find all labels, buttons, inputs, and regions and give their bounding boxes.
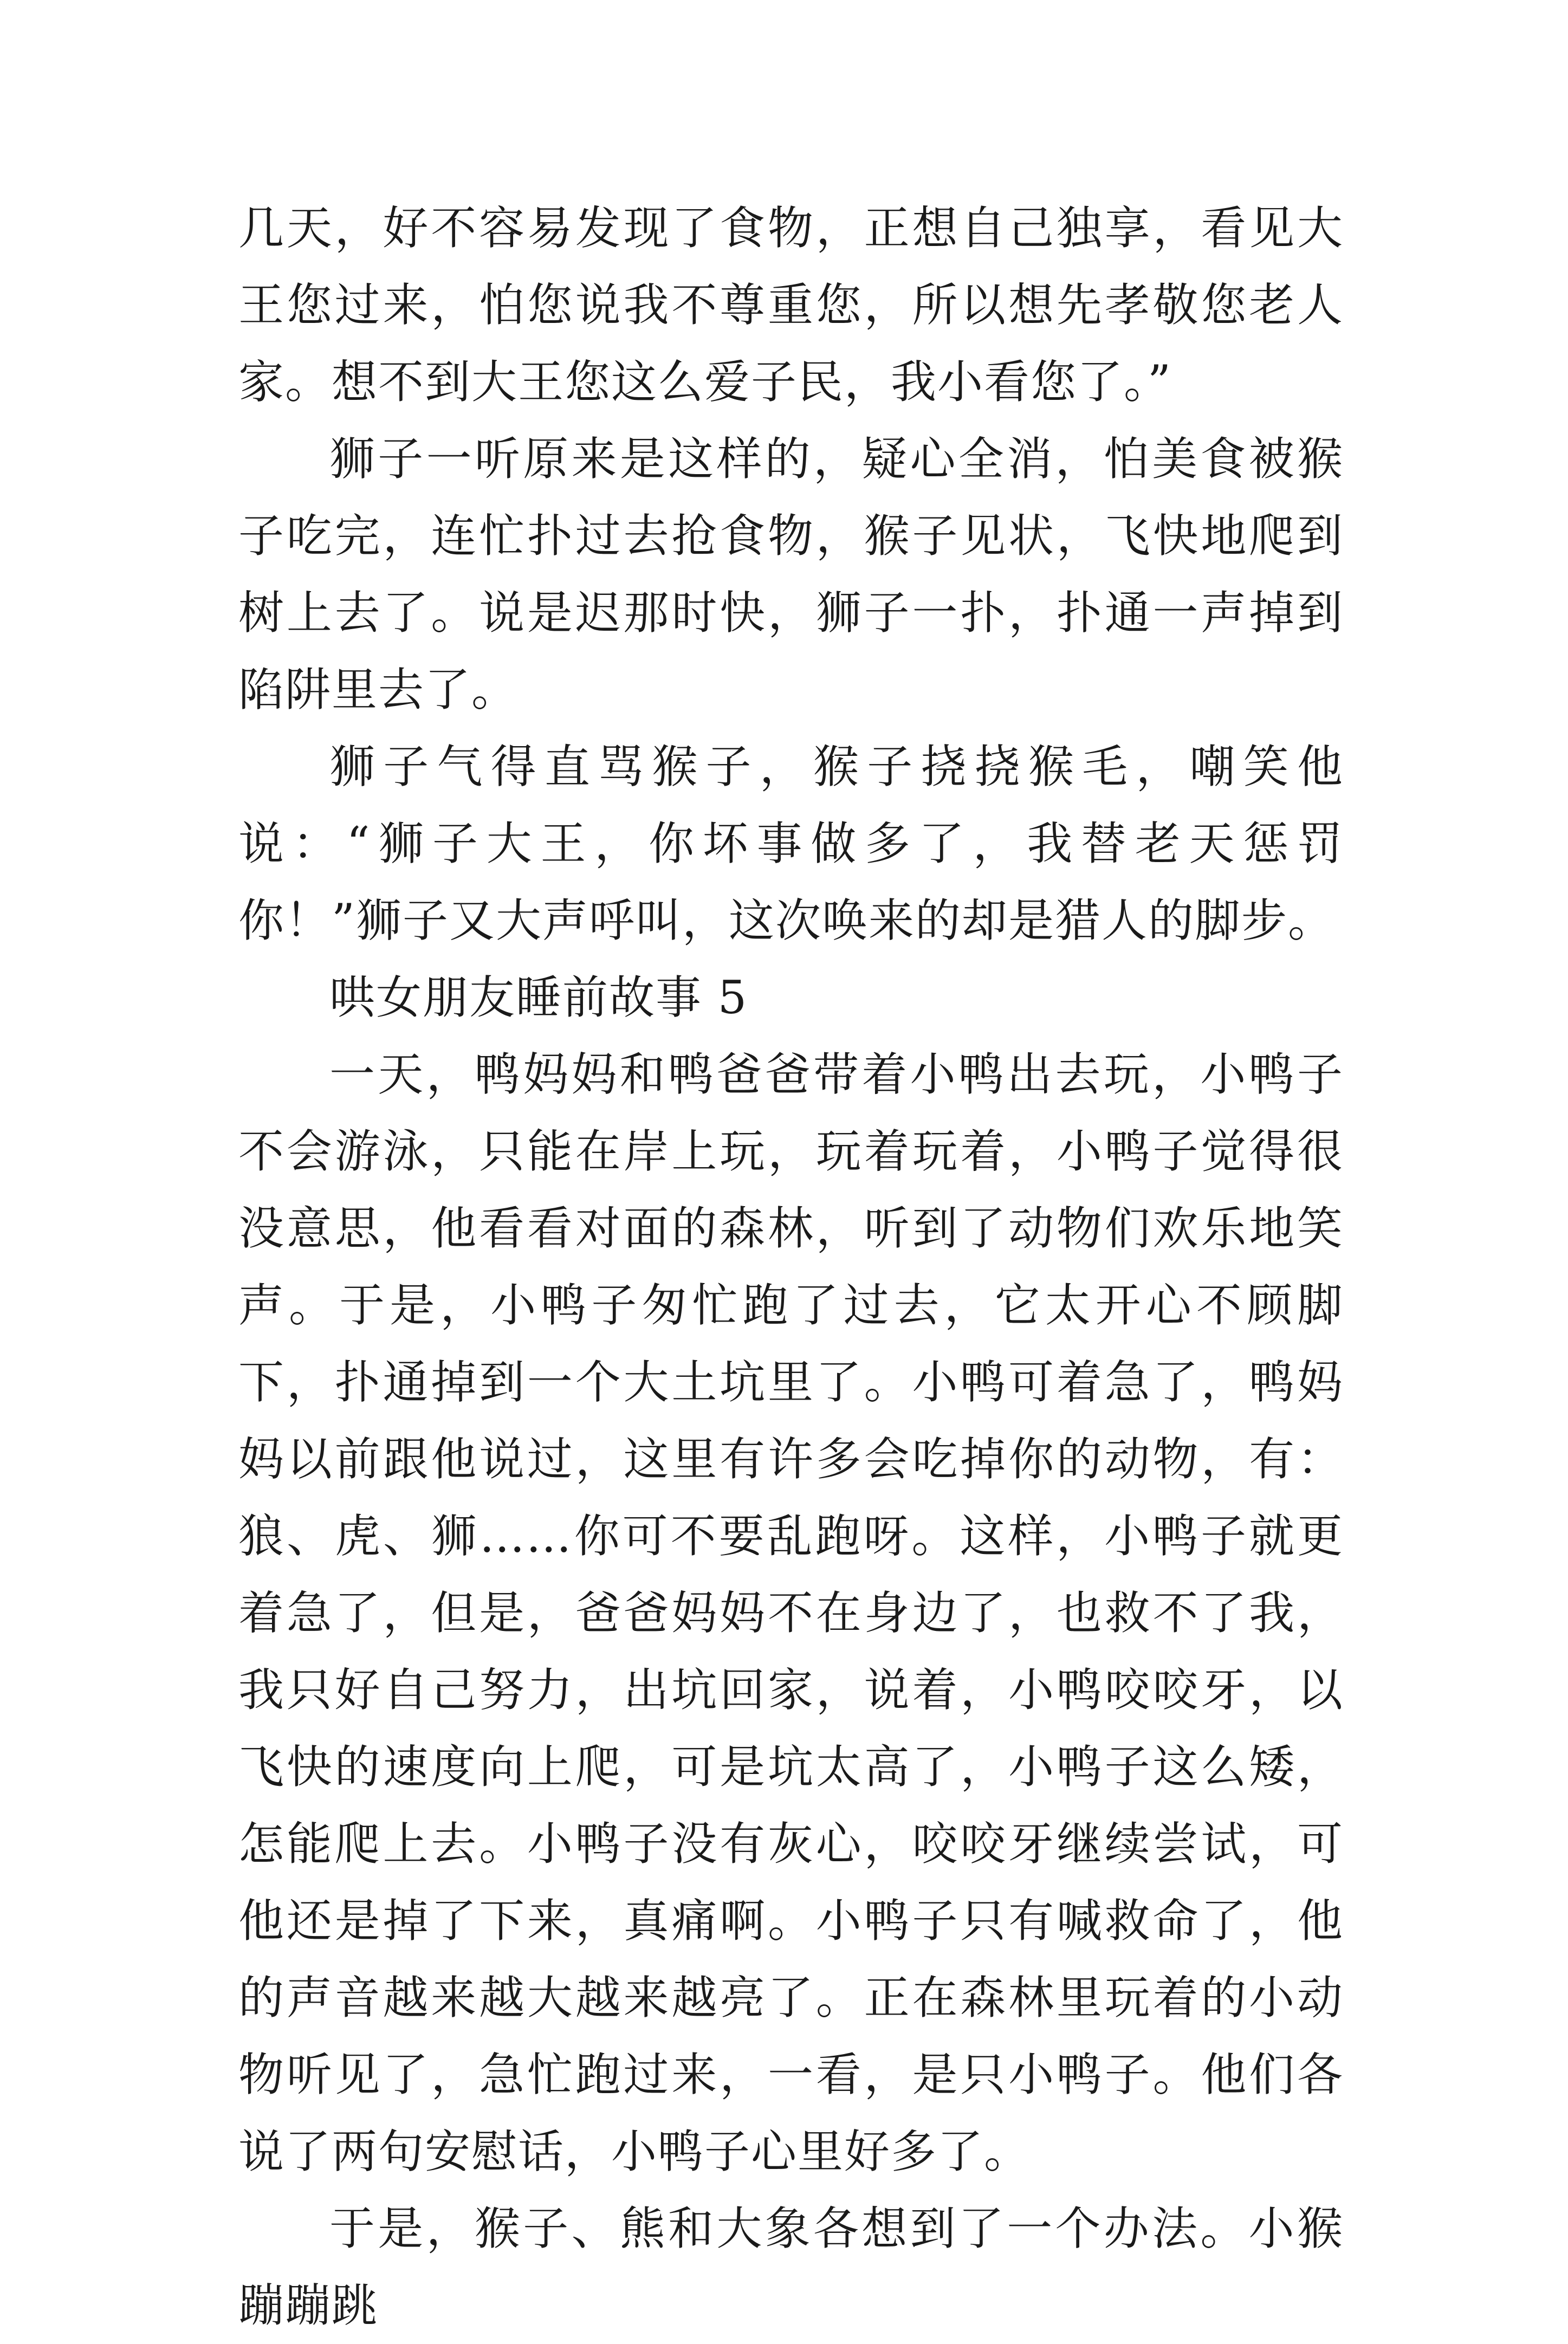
paragraph-2: 狮子一听原来是这样的，疑心全消，怕美食被猴子吃完，连忙扑过去抢食物，猴子见状，飞快地爬到树上去了。说是迟那时快，狮子一扑，扑通一声掉到陷阱里去了。 <box>238 432 1344 716</box>
paragraph-1: 几天，好不容易发现了食物，正想自己独享，看见大王您过来，怕您说我不尊重您，所以想先孝敬您老人家。想不到大王您这么爱子民，我小看您了。” <box>238 202 1344 409</box>
paragraph-3: 狮子气得直骂猴子，猴子挠挠猴毛，嘲笑他说：“狮子大王，你坏事做多了，我替老天惩罚你！”狮子又大声呼叫，这次唤来的却是猎人的脚步。 <box>238 740 1344 947</box>
document-body <box>238 190 1344 2344</box>
section-heading: 哄女朋友睡前故事 5 <box>329 971 748 1024</box>
paragraph-4: 一天，鸭妈妈和鸭爸爸带着小鸭出去玩，小鸭子不会游泳，只能在岸上玩，玩着玩着，小鸭子觉得很没意思，他看看对面的森林，听到了动物们欢乐地笑声。于是，小鸭子匆忙跑了过去，它太开心不顾脚下，扑通掉到一个大土坑里了。小鸭可着急了，鸭妈妈以前跟他说过，这里有许多会吃掉你的动物，有：狼、虎、狮……你可不要乱跑呀。这样，小鸭子就更着急了，但是，爸爸妈妈不在身边了，也救不了我，我只好自己努力，出坑回家，说着，小鸭咬咬牙，以飞快的速度向上爬，可是坑太高了，小鸭子这么矮，怎能爬上去。小鸭子没有灰心，咬咬牙继续尝试，可他还是掉了下来，真痛啊。小鸭子只有喊救命了，他的声音越来越大越来越亮了。正在森林里玩着的小动物听见了，急忙跑过来，一看，是只小鸭子。他们各说了两句安慰话，小鸭子心里好多了。 <box>238 1048 1344 2178</box>
paragraph-5: 于是，猴子、熊和大象各想到了一个办法。小猴蹦蹦跳 <box>238 2202 1344 2332</box>
